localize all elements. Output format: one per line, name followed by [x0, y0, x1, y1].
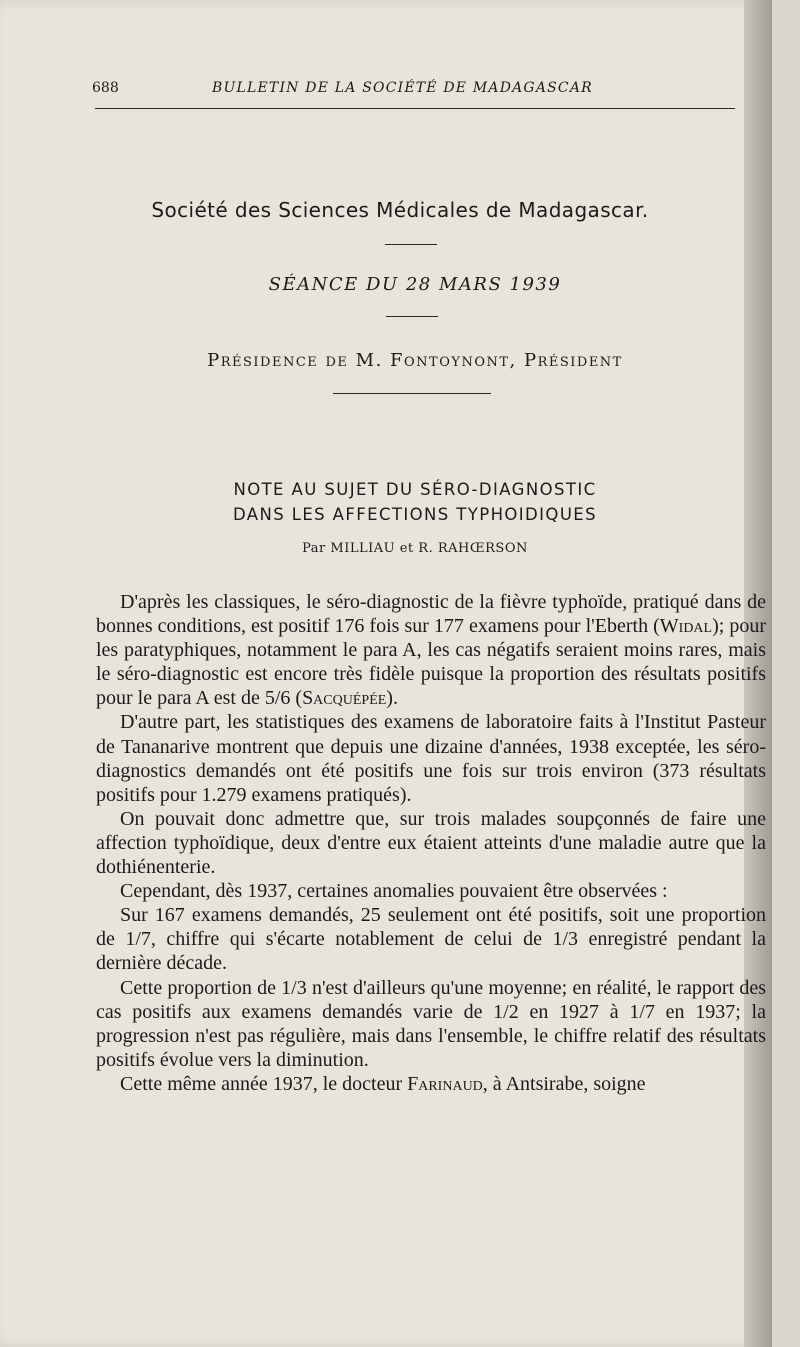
paragraph: Sur 167 examens demandés, 25 seulement ont été positifs, soit une proportion de 1/7, chiffre qui s'écarte notablement de celui de 1/3 enregistré pendant la dernière décade. — [96, 904, 766, 975]
paragraph: D'après les classiques, le séro-diagnostic de la fièvre typhoïde, pratiqué dans de bonnes conditions, est positif 176 fois sur 177 examens pour l'Eberth (Widal); pour les paratyphiques, notamment le para A, les cas négatifs seraient moins rares, mais le séro-diagnostic est encore très fidèle puisque la proportion des résultats positifs pour le para A est de 5/6 (Sacquépée). — [96, 591, 766, 710]
note-title-line-1: NOTE AU SUJET DU SÉRO-DIAGNOSTIC — [233, 480, 597, 499]
header-rule — [95, 108, 735, 109]
paragraph: Cette même année 1937, le docteur Farinaud, à Antsirabe, soigne — [120, 1072, 646, 1095]
paragraph: Cette proportion de 1/3 n'est d'ailleurs qu'une moyenne; en réalité, le rapport des cas positifs aux examens demandés varie de 1/2 en 1927 à 1/7 en 1937; la progression n'est pas régulière, mais dans l'ensemble, le chiffre relatif des résultats positifs évolue vers la diminution. — [96, 976, 766, 1071]
authors-line: Par MILLIAU et R. RAHŒRSON — [302, 541, 528, 556]
running-header — [92, 78, 732, 100]
running-title: BULLETIN DE LA SOCIÉTÉ DE MADAGASCAR — [212, 80, 593, 96]
paragraph: Cependant, dès 1937, certaines anomalies pouvaient être observées : — [120, 880, 668, 903]
paragraph: On pouvait donc admettre que, sur trois malades soupçonnés de faire une affection typhoïdique, deux d'entre eux étaient atteints d'une maladie autre que la dothiénenterie. — [96, 807, 766, 879]
divider-rule — [386, 316, 438, 317]
article-body — [96, 590, 766, 1096]
divider-rule — [333, 393, 491, 394]
session-date: SÉANCE DU 28 MARS 1939 — [268, 274, 562, 295]
divider-rule — [385, 244, 437, 245]
paragraph: D'autre part, les statistiques des examens de laboratoire faits à l'Institut Pasteur de Tananarive montrent que depuis une dizaine d'années, 1938 exceptée, les séro-diagnostics demandés ont été positifs une fois sur trois environ (373 résultats positifs pour 1.279 examens pratiqués). — [96, 711, 766, 806]
presidence-line: Présidence de M. Fontoynont, Président — [207, 350, 623, 371]
society-title: Société des Sciences Médicales de Madagascar. — [151, 198, 649, 222]
page-number: 688 — [92, 80, 119, 96]
note-title-line-2: DANS LES AFFECTIONS TYPHOIDIQUES — [232, 505, 597, 524]
